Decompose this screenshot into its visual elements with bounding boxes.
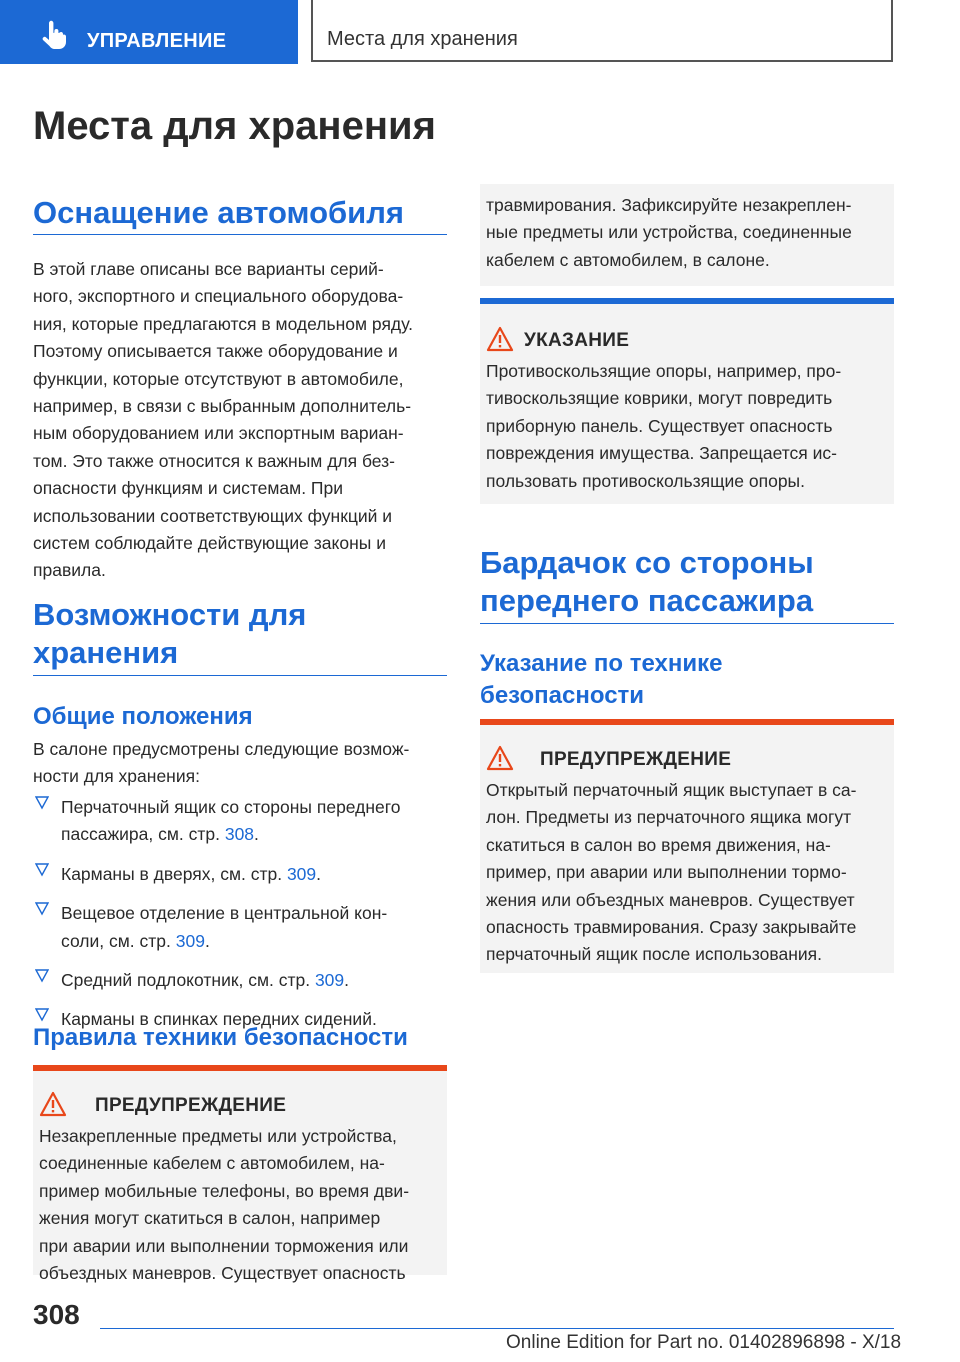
triangle-bullet-icon bbox=[35, 969, 49, 983]
notice-bar bbox=[480, 298, 894, 304]
text-line: В этой главе описаны все варианты серий- bbox=[33, 259, 384, 279]
warning-text: Открытый перчаточный ящик выступает в са- лон. Предметы из перчаточного ящика могут скатиться в салон во время движения, на- пример, при аварии или выполнении тормо- жения или объездных маневров. Существует опасность травмирования. Сразу закрывайте перчаточный ящик после использования. bbox=[486, 780, 857, 965]
warning-title: ПРЕДУПРЕЖДЕНИЕ bbox=[540, 749, 732, 770]
list-item: Карманы в дверях, см. стр. 309. bbox=[33, 861, 447, 888]
text-line: ния, которые предлагаются в модельном ряду. bbox=[33, 313, 413, 334]
triangle-bullet-icon bbox=[35, 902, 49, 916]
text-line: Поэтому описывается также оборудование и bbox=[33, 341, 398, 362]
text-line: использовании соответствующих функций и bbox=[33, 505, 393, 526]
notice-title: УКАЗАНИЕ bbox=[524, 330, 630, 351]
page-ref-link[interactable]: 309 bbox=[175, 930, 205, 951]
warning-text: Незакрепленные предметы или устройства, соединенные кабелем с автомобилем, на- пример мобильные телефоны, во время дви- жения могут скатиться в салон, например при аварии или выполнении торможения или объездных маневров. Существует опасность bbox=[39, 1126, 410, 1284]
page-number: 308 bbox=[33, 1299, 80, 1330]
warning-box bbox=[33, 1065, 447, 1284]
heading-rule bbox=[33, 675, 447, 676]
edition-footer: Online Edition for Part no. 01402896898 - X/18 bbox=[506, 1332, 902, 1353]
page-title: Места для хранения bbox=[33, 104, 436, 148]
chapter-header bbox=[311, 0, 893, 62]
warning-bar bbox=[33, 1065, 447, 1071]
text-line: том. Это также относится к важным для без- bbox=[33, 450, 395, 471]
warning-triangle-icon bbox=[39, 1091, 67, 1117]
text-line: систем соблюдайте действующие законы и bbox=[33, 533, 386, 554]
safety-heading: Правила техники безопасности bbox=[33, 1024, 408, 1051]
storage-list bbox=[33, 794, 447, 1046]
warning-title: ПРЕДУПРЕЖДЕНИЕ bbox=[95, 1095, 287, 1116]
heading-rule bbox=[33, 234, 447, 235]
list-item: Средний подлокотник, см. стр. 309. bbox=[33, 967, 447, 994]
general-paragraph: В салоне предусмотрены следующие возмож- ности для хранения: bbox=[33, 739, 410, 787]
text-line: ным оборудованием или экспортным вариан- bbox=[33, 423, 404, 444]
heading-rule bbox=[480, 623, 894, 624]
list-item: Карманы в спинках передних сидений. bbox=[33, 1006, 447, 1033]
page-ref-link[interactable]: 308 bbox=[224, 824, 255, 845]
section-tab-label: УПРАВЛЕНИЕ bbox=[87, 30, 227, 52]
notice-triangle-icon bbox=[486, 326, 514, 352]
notice-box bbox=[480, 298, 894, 504]
text-line: функции, которые отсутствуют в автомобиле, bbox=[33, 368, 404, 389]
triangle-bullet-icon bbox=[35, 796, 49, 810]
storage-heading: Возможности для хранения bbox=[33, 597, 307, 670]
triangle-bullet-icon bbox=[35, 863, 49, 877]
page-ref-link[interactable]: 309 bbox=[286, 863, 317, 884]
section-tab[interactable] bbox=[0, 0, 298, 64]
warning-triangle-icon bbox=[486, 745, 514, 771]
glovebox-heading: Бардачок со стороны переднего пассажира bbox=[480, 545, 814, 618]
warning-bar bbox=[480, 719, 894, 725]
text-line: ного, экспортного и специального оборудова- bbox=[33, 286, 404, 307]
glovebox-warning-box bbox=[480, 719, 894, 973]
footer-rule bbox=[100, 1328, 894, 1329]
warning-box-continued bbox=[480, 184, 894, 286]
hand-pointer-icon bbox=[38, 20, 68, 50]
list-item: Вещевое отделение в центральной кон- соли, см. стр. 309. bbox=[33, 900, 447, 955]
chapter-title: Места для хранения bbox=[327, 28, 518, 50]
warning-text: травмирования. Зафиксируйте незакреплен- ные предметы или устройства, соединенные кабелем с автомобилем, в салоне. bbox=[486, 195, 852, 270]
general-heading: Общие положения bbox=[33, 703, 253, 730]
list-item: Перчаточный ящик со стороны переднего пассажира, см. стр. 308. bbox=[33, 794, 447, 849]
triangle-bullet-icon bbox=[35, 1008, 49, 1022]
text-line: правила. bbox=[33, 560, 106, 581]
glovebox-safety-heading: Указание по технике безопасности bbox=[480, 650, 723, 709]
equipment-heading: Оснащение автомобиля bbox=[33, 195, 404, 230]
text-line: опасности функциям и системам. При bbox=[33, 478, 344, 499]
text-line: например, в связи с выбранным дополнитель- bbox=[33, 396, 412, 417]
equipment-paragraph bbox=[33, 256, 413, 585]
page-ref-link[interactable]: 309 bbox=[314, 970, 345, 991]
notice-text: Противоскользящие опоры, например, про- тивоскользящие коврики, могут повредить приборную панель. Существует опасность повреждения имущества. Запрещается ис- пользовать противоскользящие опоры. bbox=[486, 361, 842, 491]
